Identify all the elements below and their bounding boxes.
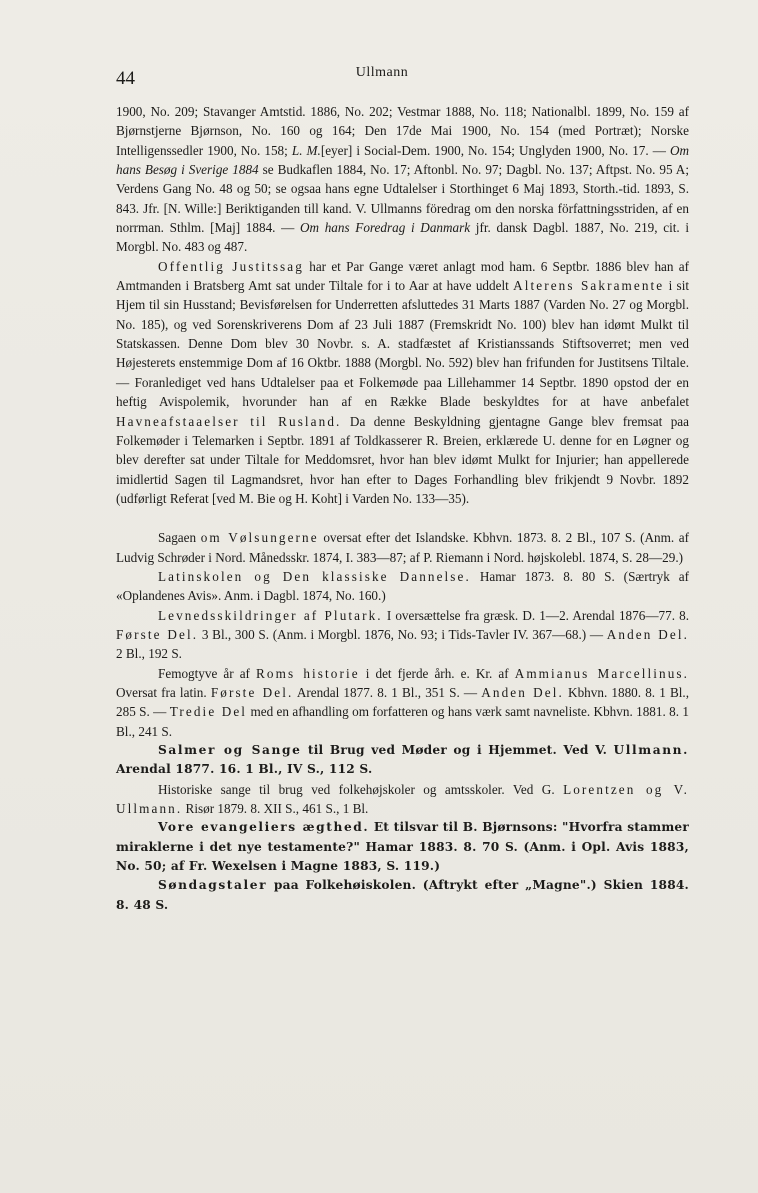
- section-gap: [116, 508, 689, 528]
- work-entry-salmer: Salmer og Sange til Brug ved Møder og i Hjemmet. Ved V. Ullmann. Arendal 1877. 16. 1 Bl., IV S., 112 S.: [116, 743, 689, 777]
- page-body: [116, 102, 689, 915]
- work-entry-evangeliers: Vore evangeliers ægthed. Et tilsvar til B. Bjørnsons: "Hvorfra stammer miraklerne i det nye testamente?" Hamar 1883. 8. 70 S. (Anm. i Opl. Avis 1883, No. 50; af Fr. Wexelsen i Magne 1883, S. 119.): [116, 820, 689, 874]
- work-entry-sagaen: Sagaen om Vølsungerne oversat efter det Islandske. Kbhvn. 1873. 8. 2 Bl., 107 S. (Anm. af Ludvig Schrøder i Nord. Månedsskr. 1874, I. 383—87; af P. Riemann i Nord. højskolebl. 1874, S. 28—29.): [116, 530, 690, 565]
- page-number: 44: [116, 68, 135, 89]
- lawsuit-paragraph: Offentlig Justitssag har et Par Gange været anlagt mod ham. 6 Septbr. 1886 blev han af Amtmanden i Bratsberg Amt sat under Tiltale for i to Aar at have uddelt Alterens Sakramente i sit Hjem til sin Husstand; Bevisførelsen for Underretten afsluttedes 31 Marts 1887 (Varden No. 27 og Morgbl. No. 185), og ved Sorenskriverens Dom af 23 Juli 1887 (Fremskridt No. 100) blev han idømt Mulkt til Statskassen. Denne Dom blev 30 Novbr. s. A. stadfæstet af Kristianssands Stiftsoverret; men ved Højesterets enstemmige Dom af 16 Oktbr. 1888 (Morgbl. No. 592) blev han frifunden for Justitsens Tiltale. — Foranlediget ved hans Udtalelser paa et Folkemøde paa Lillehammer 14 Septbr. 1890 opstod der en heftig Avispolemik, hvorunder han af en Række Blade beskyldtes for at have anbefalet Havneafstaaelser til Rusland. Da denne Beskyldning gjentagne Gange blev fremsat paa Folkemøder i Telemarken i Septbr. 1891 af Toldkasserer R. Breien, erklærede U. denne for en Løgner og blev derefter sat under Tiltale for Meddomsret, hvor han blev idømt Mulkt for Injurier; han appellerede imidlertid Sagen til Lagmandsret, hvor han efter to Dages Forhandling blev frikjendt 9 Novbr. 1892 (udførligt Referat [ved M. Bie og H. Koht] i Varden No. 133—35).: [116, 258, 690, 506]
- work-entry-sondagstaler: Søndagstaler paa Folkehøiskolen. (Aftrykt efter „Magne".) Skien 1884. 8. 48 S.: [116, 878, 690, 912]
- work-entry-historiske-sange: Historiske sange til brug ved folkehøjskoler og amtsskoler. Ved G. Lorentzen og V. Ullmann. Risør 1879. 8. XII S., 461 S., 1 Bl.: [116, 781, 689, 817]
- work-entry-plutark: Levnedsskildringer af Plutark. I oversættelse fra græsk. D. 1—2. Arendal 1876—77. 8. Første Del. 3 Bl., 300 S. (Anm. i Morgbl. 1876, No. 93; i Tids-Tavler IV. 367—68.) — Anden Del. 2 Bl., 192 S.: [116, 607, 690, 662]
- page-header: [116, 62, 648, 92]
- work-entry-latinskolen: Latinskolen og Den klassiske Dannelse. Hamar 1873. 8. 80 S. (Særtryk af «Oplandenes Avis». Anm. i Dagbl. 1874, No. 160.): [116, 568, 689, 604]
- references-paragraph: 1900, No. 209; Stavanger Amtstid. 1886, No. 202; Vestmar 1888, No. 118; Nationalbl. 1899, No. 159 af Bjørnstjerne Bjørnson, No. 160 og 164; Den 17de Mai 1900, No. 154 (med Portræt); Norske Intelligenssedler 1900, No. 158; L. M.[eyer] i Social-Dem. 1900, No. 154; Unglyden 1900, No. 17. — Om hans Besøg i Sverige 1884 se Budkaflen 1884, No. 17; Aftonbl. No. 97; Dagbl. No. 137; Aftpst. No. 95 A; Verdens Gang No. 48 og 50; se ogsaa hans egne Udtalelser i Storthinget 6 Maj 1893, Storth.-tid. 1893, S. 843. Jfr. [N. Wille:] Beriktiganden till kand. V. Ullmanns föredrag om den norska författningsstriden, af en norrman. Sthlm. [Maj] 1884. — Om hans Foredrag i Danmark jfr. dansk Dagbl. 1887, No. 219, cit. i Morgbl. No. 483 og 487.: [116, 104, 690, 255]
- running-title: Ullmann: [355, 65, 409, 80]
- work-entry-ammianus: Femogtyve år af Roms historie i det fjerde årh. e. Kr. af Ammianus Marcellinus. Oversat fra latin. Første Del. Arendal 1877. 8. 1 Bl., 351 S. — Anden Del. Kbhvn. 1880. 8. 1 Bl., 285 S. — Tredie Del med en afhandling om forfatteren og hans værk samt navneliste. Kbhvn. 1881. 8. 1 Bl., 241 S.: [116, 665, 690, 739]
